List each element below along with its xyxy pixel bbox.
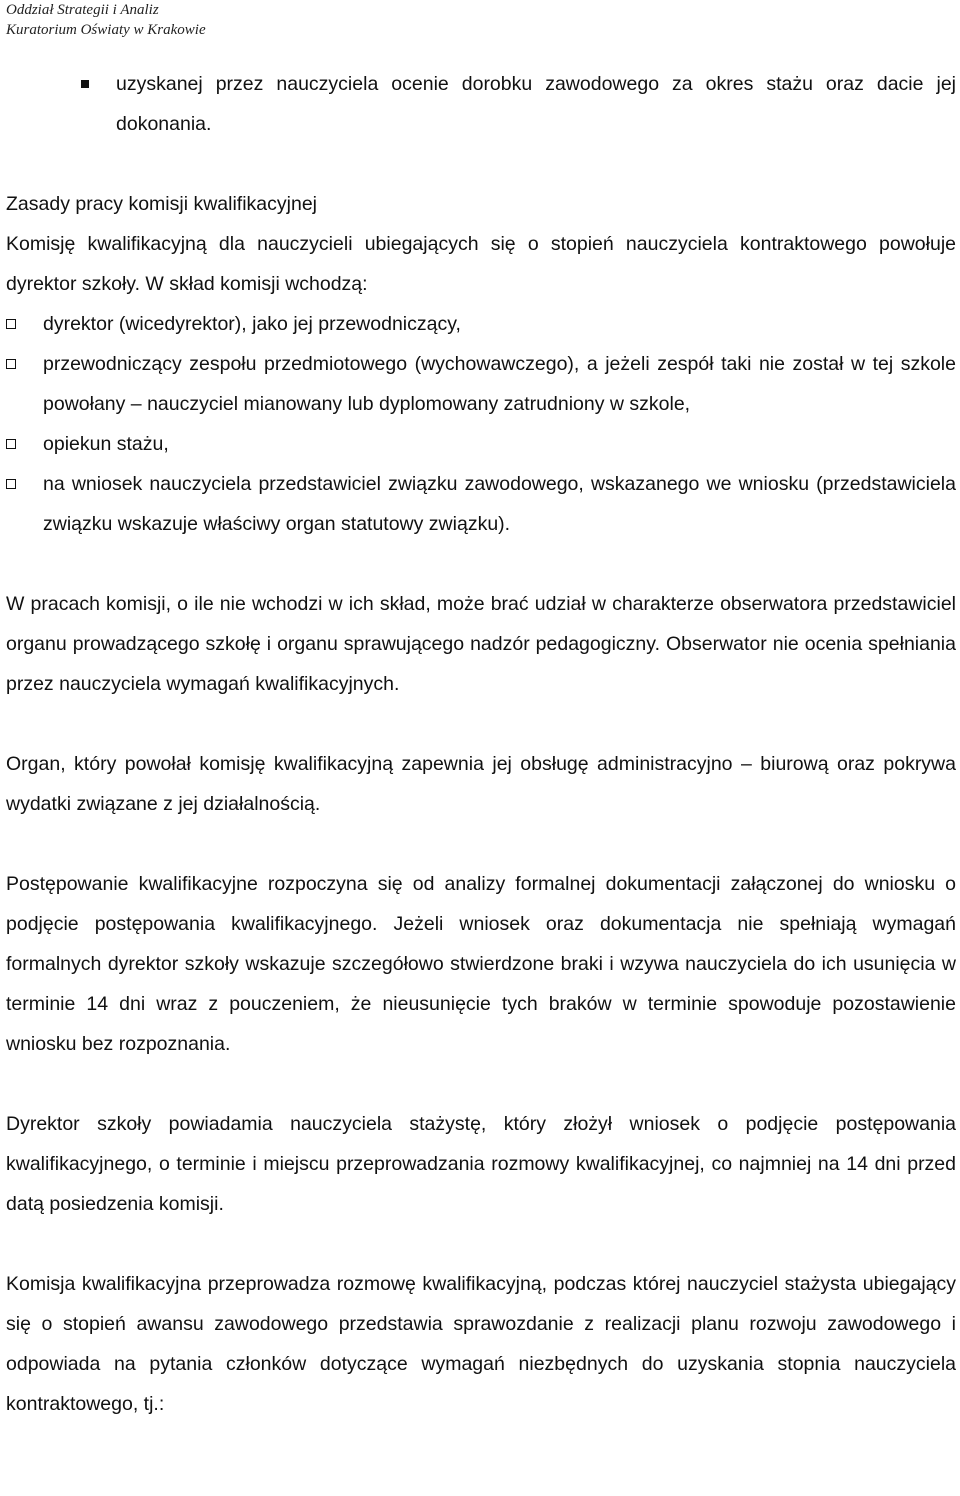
checkbox-square-bullet-icon xyxy=(6,319,16,329)
checkbox-square-bullet-icon xyxy=(6,479,16,489)
list-item xyxy=(6,424,956,464)
document-header xyxy=(6,0,206,40)
paragraph-observer: W pracach komisji, o ile nie wchodzi w ich skład, może brać udział w charakterze obserwatora przedstawiciel organu prowadzącego szkołę i organu sprawującego nadzór pedagogiczny. Obserwator nie ocenia spełniania przez nauczyciela wymagań kwalifikacyjnych. xyxy=(6,593,956,695)
list-item xyxy=(6,304,956,344)
member-text: dyrektor (wicedyrektor), jako jej przewodniczący, xyxy=(43,313,461,335)
filled-square-bullet-icon xyxy=(81,80,89,88)
paragraph-administration: Organ, który powołał komisję kwalifikacyjną zapewnia jej obsługę administracyjno – biurową oraz pokrywa wydatki związane z jej działalnością. xyxy=(6,753,956,815)
header-department: Oddział Strategii i Analiz xyxy=(6,2,159,18)
member-text: przewodniczący zespołu przedmiotowego (wychowawczego), a jeżeli zespół taki nie został w tej szkole powołany – nauczyciel mianowany lub dyplomowany zatrudniony w szkole, xyxy=(43,353,956,415)
intro-bullet-text: uzyskanej przez nauczyciela ocenie dorobku zawodowego za okres stażu oraz dacie jej dokonania. xyxy=(116,73,956,135)
composition-intro: Komisję kwalifikacyjną dla nauczycieli ubiegających się o stopień nauczyciela kontraktowego powołuje dyrektor szkoły. W skład komisji wchodzą: xyxy=(6,233,956,295)
list-item xyxy=(6,344,956,424)
header-institution: Kuratorium Oświaty w Krakowie xyxy=(6,22,206,38)
document-body xyxy=(6,64,956,1464)
section-title: Zasady pracy komisji kwalifikacyjnej xyxy=(6,193,318,215)
paragraph-formal-analysis: Postępowanie kwalifikacyjne rozpoczyna się od analizy formalnej dokumentacji załączonej do wniosku o podjęcie postępowania kwalifikacyjnego. Jeżeli wniosek oraz dokumentacja nie spełniają wymagań formalnych dyrektor szkoły wskazuje szczegółowo stwierdzone braki i wzywa nauczyciela do ich usunięcia w terminie 14 dni wraz z pouczeniem, że nieusunięcie tych braków w terminie spowoduje pozostawienie wniosku bez rozpoznania. xyxy=(6,873,956,1055)
intro-bullet-item xyxy=(6,64,956,144)
paragraph-notification: Dyrektor szkoły powiadamia nauczyciela stażystę, który złożył wniosek o podjęcie postępowania kwalifikacyjnego, o terminie i miejscu przeprowadzania rozmowy kwalifikacyjnej, co najmniej na 14 dni przed datą posiedzenia komisji. xyxy=(6,1113,956,1215)
paragraph-interview: Komisja kwalifikacyjna przeprowadza rozmowę kwalifikacyjną, podczas której nauczyciel stażysta ubiegający się o stopień awansu zawodowego przedstawia sprawozdanie z realizacji planu rozwoju zawodowego i odpowiada na pytania członków dotyczące wymagań niezbędnych do uzyskania stopnia nauczyciela kontraktowego, tj.: xyxy=(6,1273,956,1415)
member-text: na wniosek nauczyciela przedstawiciel związku zawodowego, wskazanego we wniosku (przedstawiciela związku wskazuje właściwy organ statutowy związku). xyxy=(43,473,956,535)
member-text: opiekun stażu, xyxy=(43,433,169,455)
list-item xyxy=(6,464,956,544)
checkbox-square-bullet-icon xyxy=(6,439,16,449)
checkbox-square-bullet-icon xyxy=(6,359,16,369)
members-list xyxy=(6,304,956,544)
